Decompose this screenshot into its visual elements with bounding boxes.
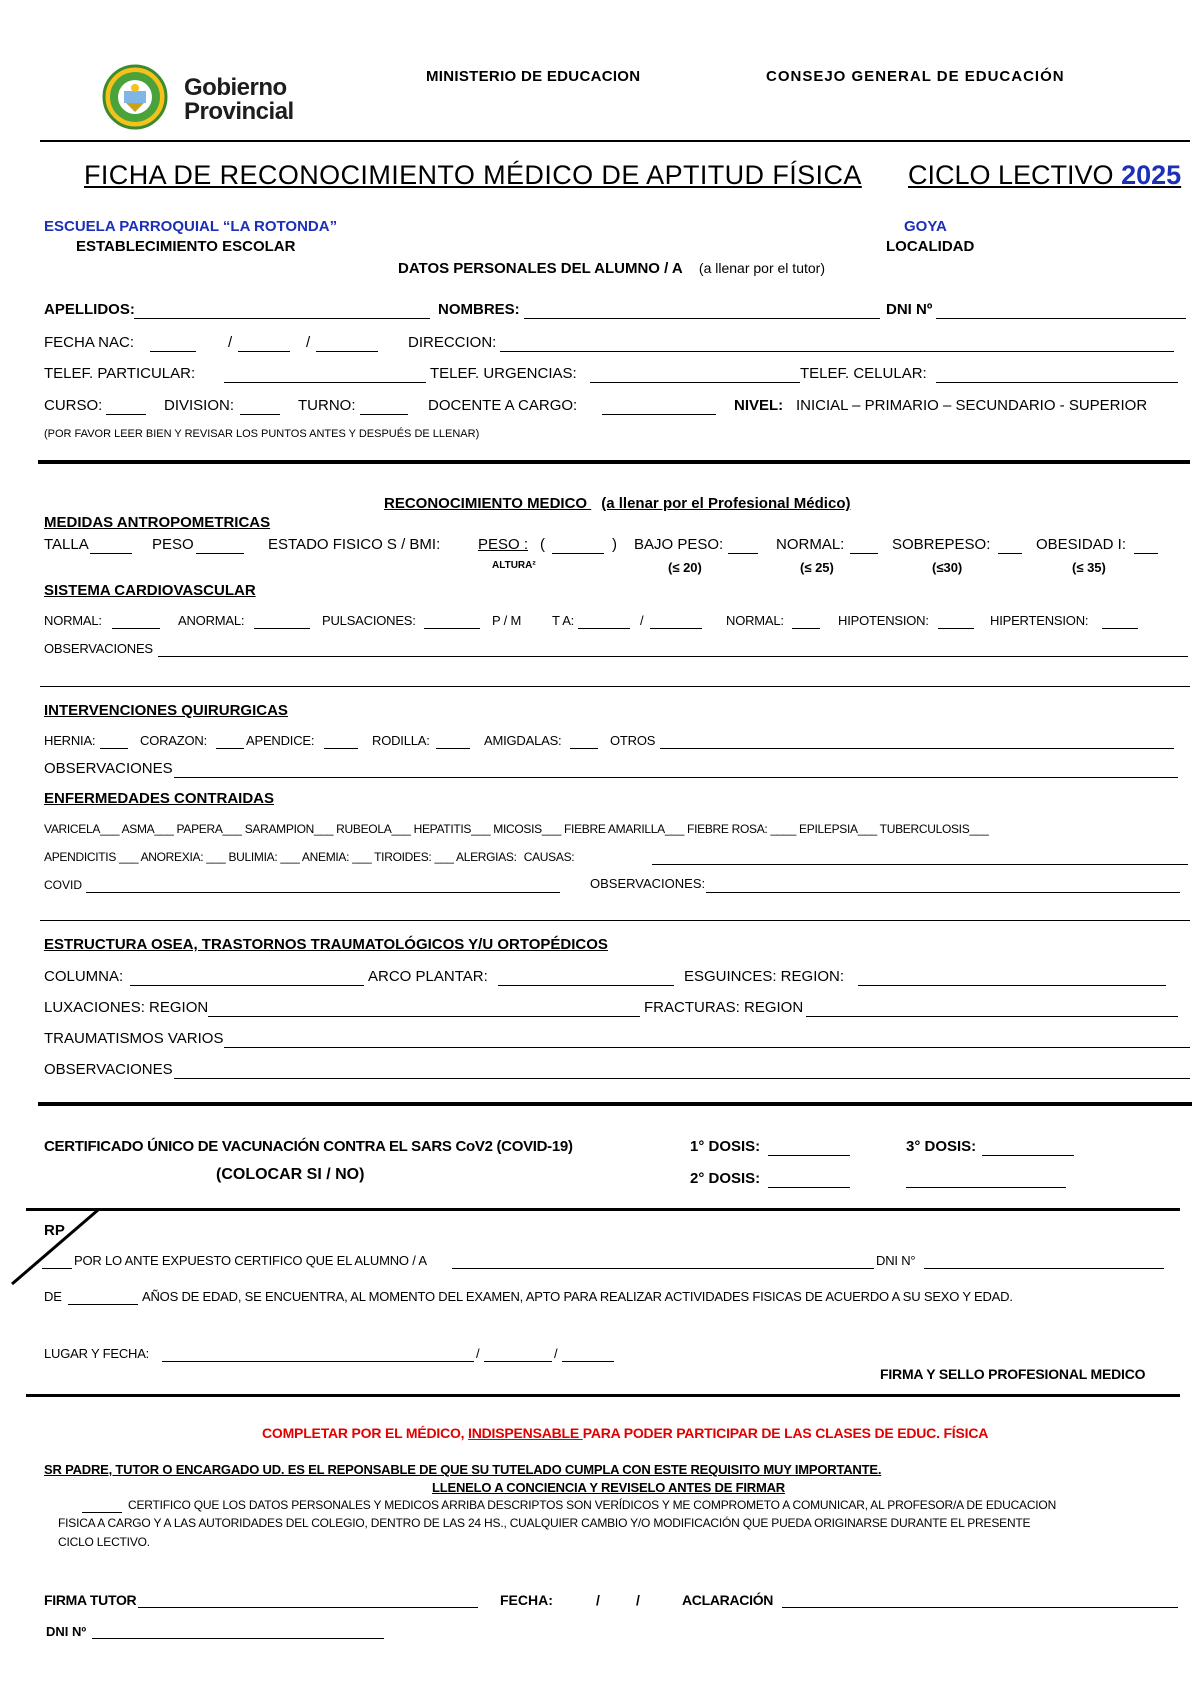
ta-normal-label: NORMAL: [726, 613, 784, 628]
ta-slash: / [640, 613, 644, 628]
cardio-anormal-label: ANORMAL: [178, 613, 245, 628]
disease-fiebre-rosa-input[interactable]: ____ [767, 822, 800, 836]
peso-input[interactable] [196, 553, 244, 554]
hipotension-label: HIPOTENSION: [838, 613, 929, 628]
cardio-observaciones-label: OBSERVACIONES [44, 641, 153, 656]
direccion-input[interactable] [500, 351, 1174, 352]
personal-heading-text: DATOS PERSONALES DEL ALUMNO / A [398, 260, 683, 277]
disease-papera: PAPERA [176, 822, 223, 836]
arco-input[interactable] [498, 985, 674, 986]
bmi-input[interactable] [552, 553, 604, 554]
covid-label: COVID [44, 878, 83, 892]
disease-tiroides-input[interactable]: ___ [431, 850, 456, 864]
certify-line-1: CERTIFICO QUE LOS DATOS PERSONALES Y MEDICOS ARRIBA DESCRIPTOS SON VERÍDICOS Y ME COMPROMETO A COMUNICAR, AL PROFESOR/A DE EDUCACION [128, 1498, 1057, 1512]
disease-row-1 [44, 822, 989, 836]
disease-hepatitis: HEPATITIS [413, 822, 472, 836]
personal-heading-note: (a llenar por el tutor) [698, 260, 825, 276]
cert-age-input[interactable] [68, 1304, 138, 1305]
cert-line-2: AÑOS DE EDAD, SE ENCUENTRA, AL MOMENTO DEL EXAMEN, APTO PARA REALIZAR ACTIVIDADES FISICAS DE ACUERDO A SU SEXO Y EDAD. [142, 1289, 1013, 1304]
school-name: ESCUELA PARROQUIAL “LA ROTONDA” [44, 218, 338, 235]
firma-tutor-input[interactable] [138, 1607, 478, 1608]
bone-observaciones-input[interactable] [174, 1078, 1190, 1079]
logo-text-provincial: Provincial [184, 98, 294, 125]
otros-label: OTROS [610, 733, 656, 748]
rp-input[interactable] [42, 1268, 72, 1269]
council-label: CONSEJO GENERAL DE EDUCACIÓN [766, 68, 1065, 85]
disease-epilepsia-input[interactable]: ___ [857, 822, 880, 836]
disease-varicela-input[interactable]: ___ [100, 822, 122, 836]
dose1-label: 1° DOSIS: [690, 1138, 761, 1155]
disease-anorexia: ANOREXIA: [140, 850, 204, 864]
disease-observaciones-line-2[interactable] [40, 920, 1190, 921]
disease-varicela: VARICELA [44, 822, 101, 836]
sobrepeso-input[interactable] [998, 553, 1022, 554]
tel-particular-label: TELEF. PARTICULAR: [44, 365, 196, 382]
surg-title: INTERVENCIONES QUIRURGICAS [44, 702, 288, 719]
ministry-label: MINISTERIO DE EDUCACION [426, 68, 641, 85]
disease-fiebre-amarilla: FIEBRE AMARILLA [564, 822, 665, 836]
esguinces-label: ESGUINCES: REGION: [684, 968, 845, 985]
disease-anorexia-input[interactable]: ___ [203, 850, 229, 864]
nivel-label: NIVEL: [734, 397, 784, 414]
normal-label: NORMAL: [776, 536, 845, 553]
disease-sarampion-input[interactable]: ___ [314, 822, 337, 836]
range-normal: (≤ 25) [800, 560, 834, 575]
bmi-paren-close: ) [612, 536, 617, 553]
range-obesidad: (≤ 35) [1072, 560, 1106, 575]
cert-dni-label: DNI N° [876, 1253, 916, 1268]
docente-label: DOCENTE A CARGO: [428, 397, 578, 414]
ta-systolic-input[interactable] [578, 628, 630, 629]
section-divider-vaccination [26, 1208, 1180, 1211]
dose3-label: 3° DOSIS: [906, 1138, 977, 1155]
city-name: GOYA [904, 218, 947, 235]
bone-observaciones-label: OBSERVACIONES [44, 1061, 173, 1078]
direccion-label: DIRECCION: [408, 334, 497, 351]
certify-line-3: CICLO LECTIVO. [58, 1535, 150, 1549]
disease-title: ENFERMEDADES CONTRAIDAS [44, 790, 275, 807]
hipertension-input[interactable] [1102, 628, 1138, 629]
causas-label: CAUSAS: [523, 850, 575, 864]
hipotension-input[interactable] [938, 628, 974, 629]
school-name-label: ESTABLECIMIENTO ESCOLAR [76, 238, 296, 255]
normal-input[interactable] [850, 553, 878, 554]
causas-input[interactable] [652, 864, 1188, 865]
disease-anemia: ANEMIA: [301, 850, 350, 864]
range-bajo: (≤ 20) [668, 560, 702, 575]
cert-line-1: POR LO ANTE EXPUESTO CERTIFICO QUE EL ALUMNO / A [74, 1253, 427, 1268]
cert-de-label: DE [44, 1289, 62, 1304]
disease-epilepsia: EPILEPSIA [799, 822, 858, 836]
bmi-formula-peso: PESO : [478, 536, 529, 553]
tel-particular-input[interactable] [224, 382, 426, 383]
disease-bulimia: BULIMIA: [228, 850, 278, 864]
surg-observaciones-input[interactable] [174, 777, 1178, 778]
tel-celular-label: TELEF. CELULAR: [800, 365, 927, 382]
rodilla-input[interactable] [436, 748, 470, 749]
disease-tiroides: TIROIDES: [374, 850, 432, 864]
corazon-input[interactable] [216, 748, 244, 749]
cardio-observaciones-line-2[interactable] [40, 686, 1190, 687]
disease-sarampion: SARAMPION [244, 822, 315, 836]
dose2-label: 2° DOSIS: [690, 1170, 761, 1187]
city-label: LOCALIDAD [886, 238, 975, 255]
dose3-input[interactable] [982, 1155, 1074, 1156]
aclaracion-input[interactable] [782, 1607, 1178, 1608]
dni-input[interactable] [936, 318, 1186, 319]
range-sobrepeso: (≤30) [932, 560, 963, 575]
cardio-anormal-input[interactable] [254, 628, 310, 629]
turno-input[interactable] [360, 414, 408, 415]
disease-tuberculosis: TUBERCULOSIS [879, 822, 970, 836]
fecha-nac-month[interactable] [238, 351, 290, 352]
docente-input[interactable] [602, 414, 716, 415]
cycle-label [908, 160, 1181, 191]
ta-normal-input[interactable] [792, 628, 820, 629]
footer-dni-input[interactable] [92, 1638, 384, 1639]
nombres-label: NOMBRES: [438, 301, 520, 318]
pulsaciones-label: PULSACIONES: [322, 613, 416, 628]
columna-input[interactable] [130, 985, 364, 986]
cardio-observaciones-input[interactable] [158, 656, 1188, 657]
warning-post: PARA PODER PARTICIPAR DE LAS CLASES DE EDUC. FÍSICA [582, 1425, 989, 1441]
disease-rubeola: RUBEOLA [336, 822, 392, 836]
cardio-title: SISTEMA CARDIOVASCULAR [44, 582, 256, 599]
amigdalas-label: AMIGDALAS: [484, 733, 562, 748]
cycle-year: 2025 [1121, 160, 1182, 190]
fracturas-input[interactable] [806, 1016, 1178, 1017]
fecha-nac-label: FECHA NAC: [44, 334, 135, 351]
bmi-paren-open: ( [540, 536, 545, 553]
section-divider-personal [38, 460, 1190, 464]
division-label: DIVISION: [164, 397, 235, 414]
disease-fiebre-amarilla-input[interactable]: ___ [664, 822, 688, 836]
estado-label: ESTADO FISICO S / BMI: [268, 536, 441, 553]
medical-heading-note: (a llenar por el Profesional Médico) [601, 495, 851, 512]
section-divider-medical [38, 1102, 1192, 1106]
seal-icon [102, 64, 168, 130]
disease-alergias: ALERGIAS: [456, 850, 517, 864]
bmi-formula-altura: ALTURA² [492, 560, 536, 571]
fecha-month-input[interactable] [484, 1361, 552, 1362]
page-title: FICHA DE RECONOCIMIENTO MÉDICO DE APTITUD FÍSICA [84, 160, 862, 190]
fill-note: LLENELO A CONCIENCIA Y REVISELO ANTES DE FIRMAR [432, 1480, 785, 1495]
hipertension-label: HIPERTENSION: [990, 613, 1089, 628]
dose1-input[interactable] [768, 1155, 850, 1156]
responsibility-note: SR PADRE, TUTOR O ENCARGADO UD. ES EL REPONSABLE DE QUE SU TUTELADO CUMPLA CON ESTE REQUISITO MUY IMPORTANTE. [44, 1462, 882, 1477]
footer-fecha-label: FECHA: [500, 1592, 553, 1608]
obesidad-input[interactable] [1134, 553, 1158, 554]
cert-student-input[interactable] [452, 1268, 874, 1269]
aclaracion-label: ACLARACIÓN [682, 1592, 774, 1608]
disease-tuberculosis-input[interactable]: ___ [969, 822, 989, 836]
luxaciones-label: LUXACIONES: REGION [44, 999, 209, 1016]
amigdalas-input[interactable] [570, 748, 598, 749]
rp-slash-line [10, 1208, 100, 1286]
peso-label: PESO [152, 536, 194, 553]
government-logo [102, 64, 362, 130]
disease-micosis-input[interactable]: ___ [541, 822, 565, 836]
dni-label: DNI Nº [886, 301, 933, 318]
disease-observaciones-input[interactable] [706, 892, 1180, 893]
disease-papera-input[interactable]: ___ [222, 822, 245, 836]
tel-urgencias-label: TELEF. URGENCIAS: [430, 365, 577, 382]
fecha-nac-day[interactable] [150, 351, 196, 352]
cycle-label-text: CICLO LECTIVO [908, 160, 1114, 190]
corazon-label: CORAZON: [140, 733, 208, 748]
ta-label: T A: [552, 613, 575, 628]
reading-note: (POR FAVOR LEER BIEN Y REVISAR LOS PUNTOS ANTES Y DESPUÉS DE LLENAR) [44, 428, 480, 440]
certify-line-2: FISICA A CARGO Y A LAS AUTORIDADES DEL COLEGIO, DENTRO DE LAS 24 HS., CUALQUIER CAMBIO Y/O MODIFICACIÓN QUE PUEDA ORIGINARSE DURANTE EL PRESENTE [58, 1516, 1031, 1530]
surg-observaciones-label: OBSERVACIONES [44, 760, 173, 777]
disease-asma: ASMA [121, 822, 155, 836]
disease-fiebre-rosa: FIEBRE ROSA: [687, 822, 768, 836]
warning-pre: COMPLETAR POR EL MÉDICO, [262, 1425, 469, 1441]
cardio-normal-input[interactable] [112, 628, 160, 629]
medical-heading [384, 495, 850, 512]
anthro-title: MEDIDAS ANTROPOMETRICAS [44, 514, 271, 531]
lugar-fecha-label: LUGAR Y FECHA: [44, 1346, 150, 1361]
columna-label: COLUMNA: [44, 968, 124, 985]
luxaciones-input[interactable] [208, 1016, 640, 1017]
disease-row-2 [44, 850, 574, 864]
pm-label: P / M [492, 613, 522, 628]
bajo-peso-label: BAJO PESO: [634, 536, 724, 553]
personal-data-heading [398, 260, 825, 277]
tel-urgencias-input[interactable] [590, 382, 800, 383]
disease-apendicitis-input[interactable]: ___ [116, 850, 141, 864]
lugar-input[interactable] [162, 1361, 474, 1362]
disease-rubeola-input[interactable]: ___ [391, 822, 414, 836]
fecha-year-input[interactable] [562, 1361, 614, 1362]
tel-celular-input[interactable] [936, 382, 1178, 383]
disease-hepatitis-input[interactable]: ___ [471, 822, 494, 836]
section-divider-certification [26, 1394, 1180, 1397]
disease-apendicitis: APENDICITIS [44, 850, 117, 864]
hernia-input[interactable] [100, 748, 128, 749]
nombres-input[interactable] [524, 318, 880, 319]
lugar-slash-2: / [554, 1346, 558, 1361]
footer-dni-label: DNI Nº [46, 1624, 87, 1639]
firma-tutor-label: FIRMA TUTOR [44, 1592, 137, 1608]
bone-title: ESTRUCTURA OSEA, TRASTORNOS TRAUMATOLÓGICOS Y/U ORTOPÉDICOS [44, 936, 608, 953]
covid-input[interactable] [86, 892, 560, 893]
dose2-input[interactable] [768, 1187, 850, 1188]
otros-input[interactable] [660, 748, 1174, 749]
doctor-warning [262, 1425, 988, 1441]
vaccination-title: CERTIFICADO ÚNICO DE VACUNACIÓN CONTRA EL SARS CoV2 (COVID-19) [44, 1138, 573, 1155]
fracturas-label: FRACTURAS: REGION [644, 999, 804, 1016]
fecha-slash-1: / [228, 334, 233, 351]
turno-label: TURNO: [298, 397, 356, 414]
traumatismos-input[interactable] [224, 1047, 1190, 1048]
medical-heading-text: RECONOCIMIENTO MEDICO [384, 495, 588, 512]
bajo-peso-input[interactable] [728, 553, 758, 554]
header-divider [40, 140, 1190, 142]
footer-fecha-slash-1: / [596, 1592, 600, 1608]
apellidos-input[interactable] [134, 318, 430, 319]
curso-input[interactable] [106, 414, 146, 415]
rodilla-label: RODILLA: [372, 733, 430, 748]
ta-diastolic-input[interactable] [650, 628, 702, 629]
disease-asma-input[interactable]: ___ [154, 822, 177, 836]
fecha-slash-2: / [306, 334, 311, 351]
fecha-nac-year[interactable] [316, 351, 378, 352]
talla-label: TALLA [44, 536, 89, 553]
apendice-label: APENDICE: [246, 733, 315, 748]
pulsaciones-input[interactable] [424, 628, 480, 629]
lugar-slash-1: / [476, 1346, 480, 1361]
tutor-certify-input[interactable] [82, 1512, 122, 1513]
nivel-options[interactable]: INICIAL – PRIMARIO – SECUNDARIO - SUPERIOR [796, 397, 1148, 414]
rp-label: RP [44, 1222, 65, 1239]
apendice-input[interactable] [324, 748, 358, 749]
cardio-normal-label: NORMAL: [44, 613, 102, 628]
curso-label: CURSO: [44, 397, 103, 414]
cert-dni-input[interactable] [924, 1268, 1164, 1269]
apellidos-label: APELLIDOS: [44, 301, 135, 318]
obesidad-label: OBESIDAD I: [1036, 536, 1127, 553]
disease-anemia-input[interactable]: ___ [349, 850, 375, 864]
arco-label: ARCO PLANTAR: [368, 968, 488, 985]
vaccination-subtitle: (COLOCAR SI / NO) [216, 1166, 365, 1183]
disease-micosis: MICOSIS [493, 822, 542, 836]
esguinces-input[interactable] [858, 985, 1166, 986]
logo-text-gobierno: Gobierno [184, 74, 287, 101]
hernia-label: HERNIA: [44, 733, 96, 748]
dose4-input[interactable] [906, 1187, 1066, 1188]
sobrepeso-label: SOBREPESO: [892, 536, 991, 553]
disease-bulimia-input[interactable]: ___ [277, 850, 302, 864]
traumatismos-label: TRAUMATISMOS VARIOS [44, 1030, 224, 1047]
footer-fecha-slash-2: / [636, 1592, 640, 1608]
disease-observaciones-label: OBSERVACIONES: [590, 876, 706, 891]
talla-input[interactable] [90, 553, 132, 554]
warning-emph: INDISPENSABLE [468, 1425, 583, 1441]
division-input[interactable] [240, 414, 280, 415]
doctor-signature-label: FIRMA Y SELLO PROFESIONAL MEDICO [880, 1366, 1146, 1382]
